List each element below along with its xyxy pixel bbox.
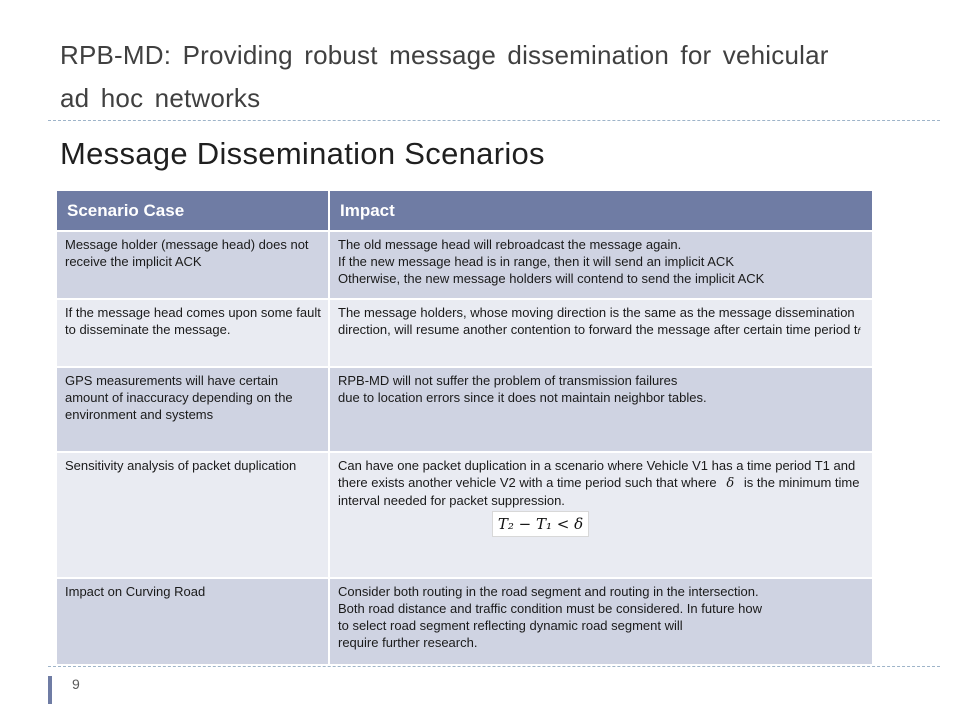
scenario-case-cell: GPS measurements will have certain amount of inaccuracy depending on the environment and systems <box>57 367 329 452</box>
impact-text: is the minimum time interval needed for packet suppression. <box>338 475 860 508</box>
footer-divider <box>48 666 940 667</box>
scenario-table <box>57 191 872 664</box>
impact-line: RPB-MD will not suffer the problem of transmission failures <box>338 373 678 388</box>
impact-cell <box>329 452 872 578</box>
impact-cell <box>329 578 872 664</box>
page-number: 9 <box>72 676 80 692</box>
table-row <box>57 299 872 367</box>
impact-line: due to location errors since it does not maintain neighbor tables. <box>338 390 707 405</box>
impact-line: require further research. <box>338 635 478 650</box>
table-row <box>57 231 872 299</box>
column-header-scenario-case: Scenario Case <box>57 191 329 231</box>
impact-line: Otherwise, the new message holders will contend to send the implicit ACK <box>338 271 765 286</box>
scenario-case-cell: Message holder (message head) does not receive the implicit ACK <box>57 231 329 299</box>
impact-cell <box>329 299 872 367</box>
column-header-impact: Impact <box>329 191 872 231</box>
scenario-case-cell: If the message head comes upon some fault to disseminate the message. <box>57 299 329 367</box>
table-row <box>57 367 872 452</box>
impact-text: The message holders, whose moving direction is the same as the message dissemination direction, will resume another contention to forward the message after certain time period t <box>338 305 858 337</box>
impact-line: The old message head will rebroadcast the message again. <box>338 237 682 252</box>
table-header-row <box>57 191 872 231</box>
impact-cell <box>329 231 872 299</box>
impact-subscript: f <box>857 326 861 336</box>
slide-header-title: RPB-MD: Providing robust message dissemination for vehicular ad hoc networks <box>60 40 829 113</box>
formula-image: T₂ − T₁ < δ <box>492 511 589 537</box>
table-row <box>57 578 872 664</box>
footer-accent-bar <box>48 676 52 704</box>
impact-line: If the new message head is in range, then it will send an implicit ACK <box>338 254 734 269</box>
impact-text: Can have one packet duplication in a scenario where Vehicle V1 has a time period T1 and there exists another vehicle V2 with a time period such that where <box>338 458 856 490</box>
delta-symbol: δ <box>726 476 735 491</box>
scenario-case-cell: Sensitivity analysis of packet duplication <box>57 452 329 578</box>
section-title: Message Dissemination Scenarios <box>60 136 545 171</box>
impact-line: Both road distance and traffic condition must be considered. In future how <box>338 601 762 616</box>
table-row <box>57 452 872 578</box>
impact-line: to select road segment reflecting dynamic road segment will <box>338 618 683 633</box>
header-divider <box>48 120 940 121</box>
impact-line: Consider both routing in the road segment and routing in the intersection. <box>338 584 759 599</box>
impact-cell <box>329 367 872 452</box>
scenario-case-cell: Impact on Curving Road <box>57 578 329 664</box>
